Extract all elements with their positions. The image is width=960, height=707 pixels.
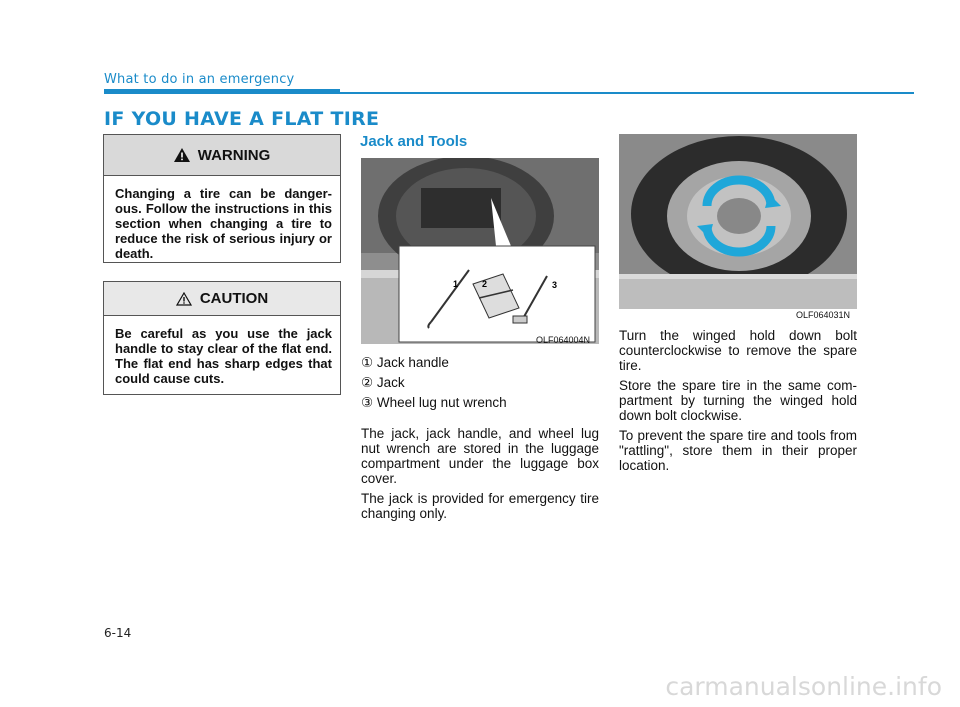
header-rule-thin (340, 92, 914, 94)
header-rule-thick (104, 89, 340, 94)
callout-1: 1 (453, 279, 459, 289)
spare-image-code: OLF064031N (796, 310, 851, 320)
paragraph: The jack, jack handle, and wheel lug nut wrench are stored in the luggage compartment under the luggage box cover. (361, 426, 599, 486)
page-number: 6-14 (104, 626, 132, 640)
warning-icon (174, 148, 190, 162)
warning-text: Changing a tire can be danger-ous. Follow the instructions in this section when changing a tire to reduce the risk of serious injury or death. (115, 186, 332, 261)
paragraph: Store the spare tire in the same com-partment by turning the winged hold down bolt clockwise. (619, 378, 857, 423)
list-item: ③ Wheel lug nut wrench (361, 395, 507, 410)
spare-tire-photo (619, 134, 857, 309)
jack-tools-photo (361, 158, 599, 344)
chapter-title: IF YOU HAVE A FLAT TIRE (104, 108, 380, 130)
list-item: ① Jack handle (361, 355, 449, 370)
callout-3: 3 (552, 280, 558, 290)
list-item: ② Jack (361, 375, 405, 390)
warning-label: WARNING (197, 146, 271, 164)
paragraph: To prevent the spare tire and tools from "rattling", store them in their proper location. (619, 428, 857, 473)
callout-2: 2 (482, 279, 488, 289)
caution-label: CAUTION (199, 290, 269, 307)
watermark: carmanualsonline.info (665, 672, 942, 701)
warning-box (103, 134, 341, 263)
caution-header (104, 282, 340, 316)
caution-icon (176, 292, 192, 306)
caution-text: Be careful as you use the jack handle to stay clear of the flat end. The flat end has sharp edges that could cause cuts. (115, 326, 332, 386)
jack-tools-text (361, 355, 599, 526)
warning-header (104, 135, 340, 176)
caution-box (103, 281, 341, 395)
paragraph: The jack is provided for emergency tire changing only. (361, 491, 599, 521)
spare-tire-text (619, 328, 857, 478)
jack-tools-heading: Jack and Tools (360, 133, 468, 150)
jack-image-code: OLF064004N (536, 335, 591, 345)
section-header: What to do in an emergency (104, 72, 295, 87)
paragraph: Turn the winged hold down bolt counterclockwise to remove the spare tire. (619, 328, 857, 373)
